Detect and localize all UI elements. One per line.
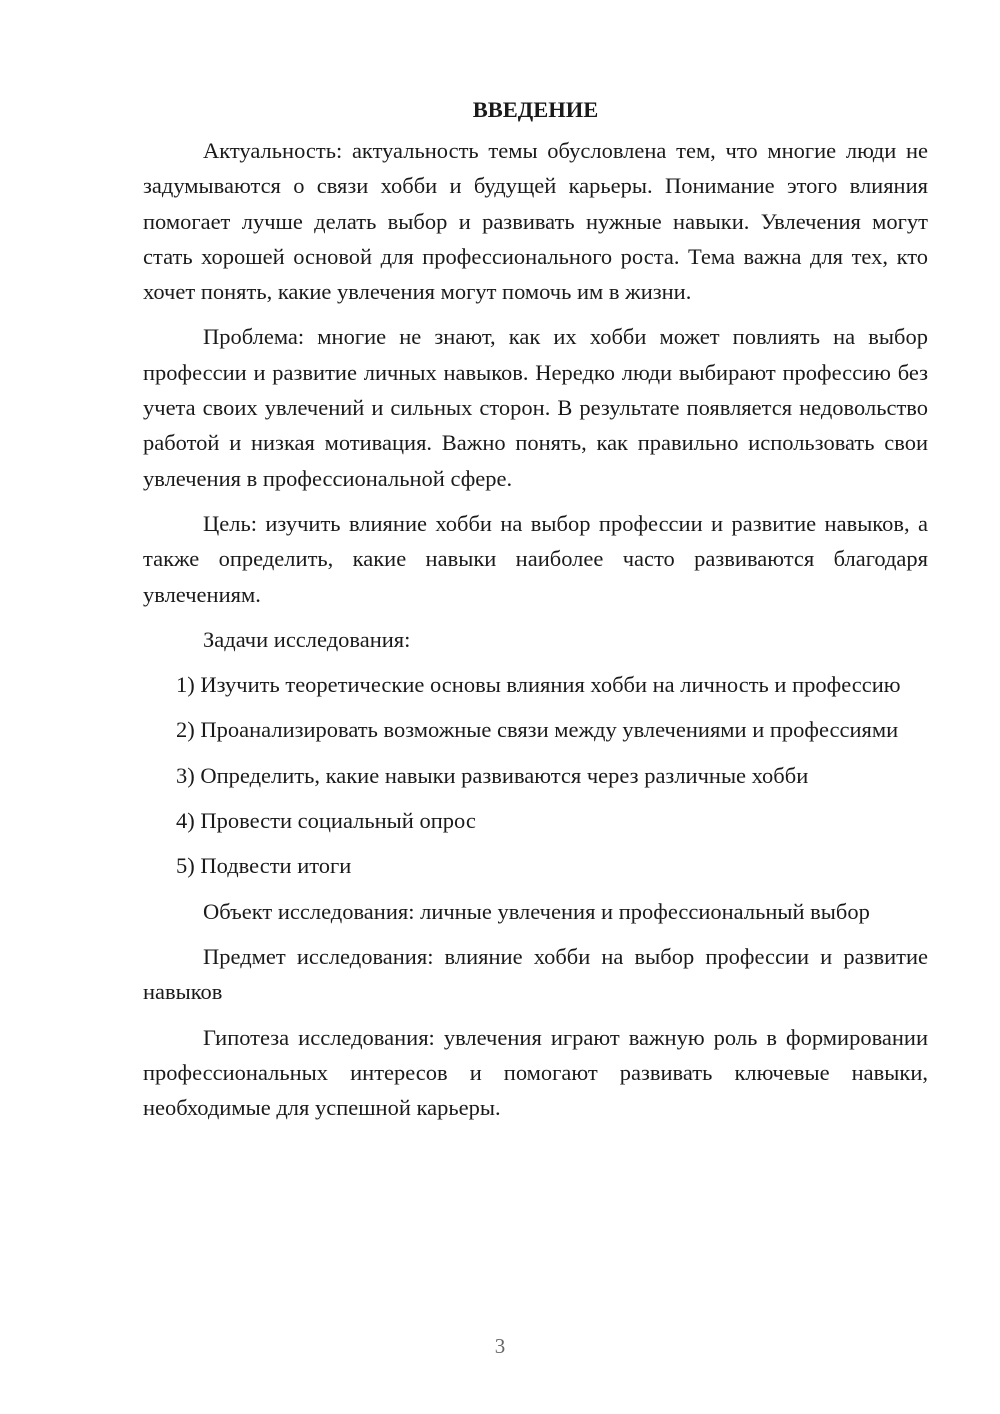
task-number: 5) (176, 853, 195, 879)
list-item (143, 667, 928, 702)
list-item (143, 758, 928, 793)
task-text: Провести социальный опрос (200, 808, 476, 834)
subject-paragraph: Предмет исследования: влияние хобби на выбор профессии и развитие навыков (143, 943, 928, 1005)
document-page (143, 92, 928, 1135)
page-number: 3 (494, 1334, 506, 1358)
task-text: Подвести итоги (200, 853, 352, 879)
hypothesis-paragraph: Гипотеза исследования: увлечения играют важную роль в формировании профессиональных интересов и помогают развивать ключевые навыки, необходимые для успешной карьеры. (143, 1024, 928, 1121)
tasks-list (143, 667, 928, 883)
tasks-heading: Задачи исследования: (203, 626, 411, 652)
section-title: ВВЕДЕНИЕ (472, 97, 599, 122)
relevance-paragraph: Актуальность: актуальность темы обусловлена тем, что многие люди не задумываются о связи хобби и будущей карьеры. Понимание этого влияния помогает лучше делать выбор и развивать нужные навыки. Увлечения могут стать хорошей основой для профессионального роста. Тема важна для тех, кто хочет понять, какие увлечения могут помочь им в жизни. (143, 138, 928, 305)
goal-paragraph: Цель: изучить влияние хобби на выбор профессии и развитие навыков, а также определить, какие навыки наиболее часто развиваются благодаря увлечениям. (143, 510, 928, 607)
list-item (143, 712, 928, 747)
task-number: 3) (176, 762, 195, 788)
problem-paragraph: Проблема: многие не знают, как их хобби может повлиять на выбор профессии и развитие личных навыков. Нередко люди выбирают профессию без учета своих увлечений и сильных сторон. В результате появляется недовольство работой и низкая мотивация. Важно понять, как правильно использовать свои увлечения в профессиональной сфере. (143, 324, 928, 491)
task-number: 2) (176, 717, 195, 743)
task-number: 1) (176, 672, 195, 698)
task-text: Проанализировать возможные связи между увлечениями и профессиями (200, 717, 899, 743)
task-text: Изучить теоретические основы влияния хобби на личность и профессию (200, 672, 901, 698)
task-number: 4) (176, 808, 195, 834)
object-paragraph: Объект исследования: личные увлечения и профессиональный выбор (203, 898, 870, 924)
list-item (143, 803, 928, 838)
task-text: Определить, какие навыки развиваются через различные хобби (200, 762, 809, 788)
list-item (143, 848, 928, 883)
